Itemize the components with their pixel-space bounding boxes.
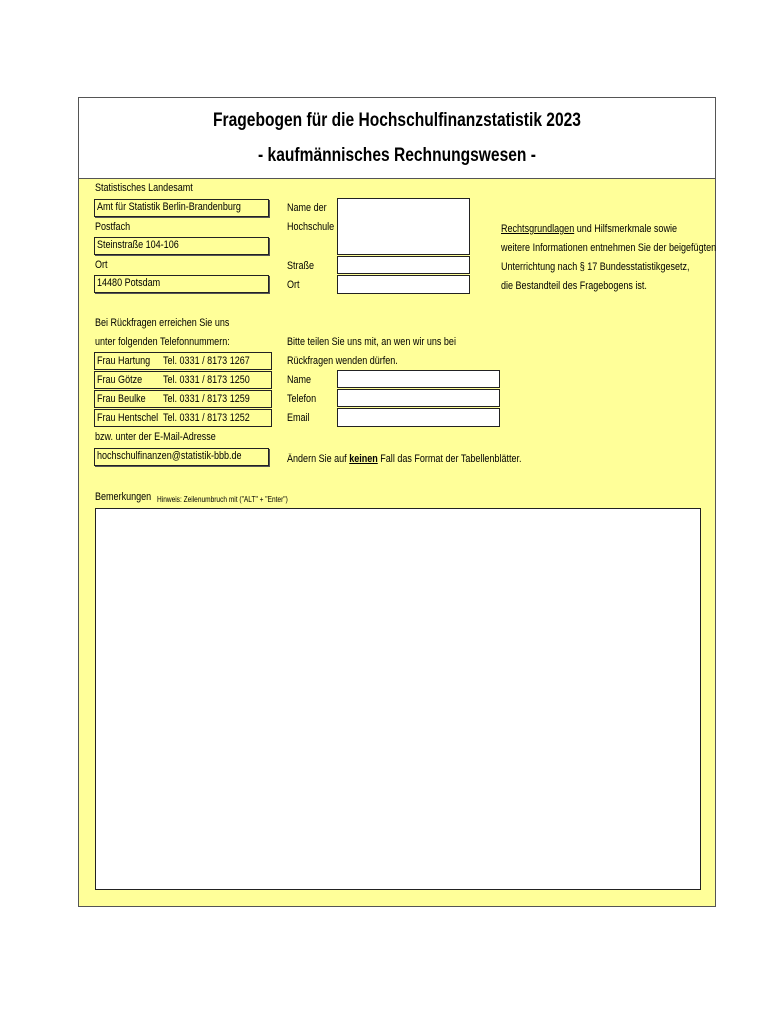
office-ort-label: Ort [95, 259, 108, 271]
remarks-label: Bemerkungen [95, 491, 152, 503]
university-ort-input[interactable] [337, 275, 470, 294]
respondent-intro-2: Rückfragen wenden dürfen. [287, 355, 398, 367]
respondent-phone-label: Telefon [287, 393, 317, 405]
university-street-input[interactable] [337, 256, 470, 274]
office-street-field: Steinstraße 104-106 [94, 237, 269, 255]
contacts-intro-2: unter folgenden Telefonnummern: [95, 336, 230, 348]
office-city-field: 14480 Potsdam [94, 275, 269, 293]
postfach-label: Postfach [95, 221, 131, 233]
form-subtitle: - kaufmännisches Rechnungswesen - [258, 145, 536, 166]
remarks-textarea[interactable] [95, 508, 701, 890]
uni-name-label-1: Name der [287, 202, 327, 214]
respondent-phone-input[interactable] [337, 389, 500, 407]
contact-row: Frau Beulke Tel. 0331 / 8173 1259 [94, 390, 272, 408]
contact-row: Frau Hentschel Tel. 0331 / 8173 1252 [94, 409, 272, 427]
uni-ort-label: Ort [287, 279, 300, 291]
legal-basis-link[interactable]: Rechtsgrundlagen [501, 223, 575, 235]
title-box [79, 98, 715, 179]
respondent-intro-1: Bitte teilen Sie uns mit, an wen wir uns bei [287, 336, 456, 348]
legal-line-1: Rechtsgrundlagen und Hilfsmerkmale sowie [501, 223, 677, 235]
contact-row: Frau Hartung Tel. 0331 / 8173 1267 [94, 352, 272, 370]
legal-line-2: weitere Informationen entnehmen Sie der beigefügten [501, 242, 717, 254]
legal-line-3: Unterrichtung nach § 17 Bundesstatistikgesetz, [501, 261, 690, 273]
office-label: Statistisches Landesamt [95, 182, 193, 194]
office-name-field: Amt für Statistik Berlin-Brandenburg [94, 199, 269, 217]
respondent-email-input[interactable] [337, 408, 500, 427]
uni-street-label: Straße [287, 260, 315, 272]
contacts-intro-1: Bei Rückfragen erreichen Sie uns [95, 317, 230, 329]
contact-email-field: hochschulfinanzen@statistik-bbb.de [94, 448, 269, 466]
remarks-hint: Hinweis: Zeilenumbruch mit ("ALT" + "Enter") [157, 495, 288, 504]
respondent-email-label: Email [287, 412, 310, 424]
university-name-input[interactable] [337, 198, 470, 255]
respondent-name-label: Name [287, 374, 312, 386]
uni-name-label-2: Hochschule [287, 221, 335, 233]
legal-line-4: die Bestandteil des Fragebogens ist. [501, 280, 647, 292]
respondent-name-input[interactable] [337, 370, 500, 388]
form-title: Fragebogen für die Hochschulfinanzstatistik 2023 [213, 110, 581, 131]
questionnaire-form [78, 97, 716, 907]
contact-row: Frau Götze Tel. 0331 / 8173 1250 [94, 371, 272, 389]
format-note: Ändern Sie auf keinen Fall das Format der Tabellenblätter. [287, 453, 522, 465]
email-intro: bzw. unter der E-Mail-Adresse [95, 431, 216, 443]
